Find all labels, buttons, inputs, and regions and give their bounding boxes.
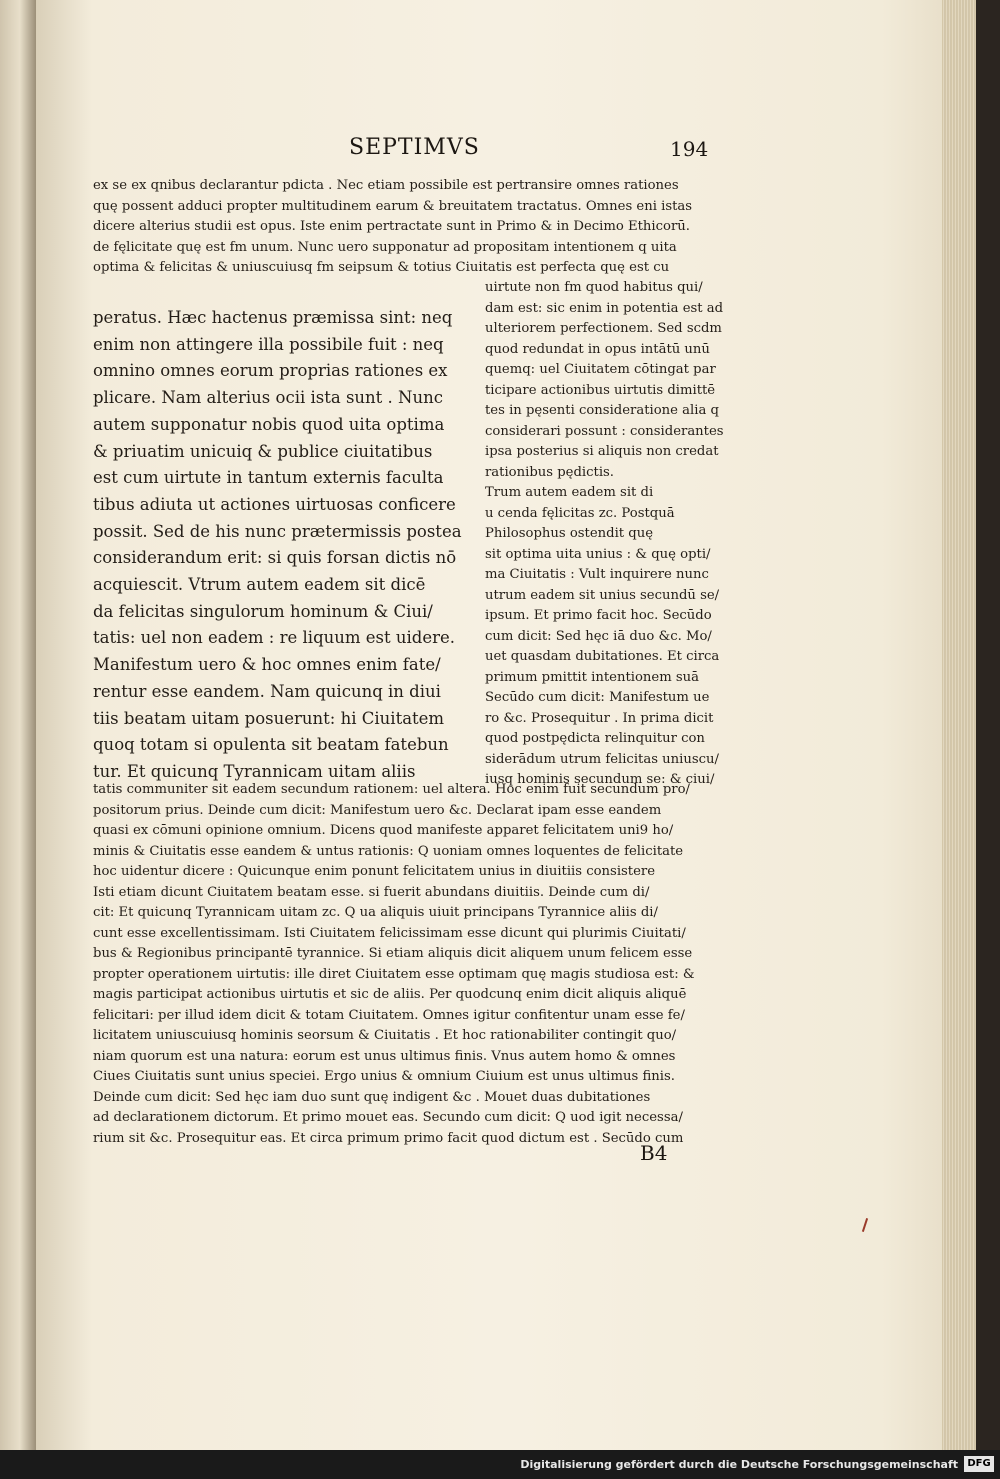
text-line: siderādum utrum felicitas uniuscu/ [485, 751, 719, 767]
text-line: dam est: sic enim in potentia est ad [485, 300, 724, 316]
right-commentary-column [485, 278, 747, 791]
footer-bar [0, 1450, 1000, 1479]
text-line: quod redundat in opus intātū unū [485, 341, 710, 357]
text-line: tibus adiuta ut actiones uirtuosas conficere [93, 494, 456, 514]
text-line: tiis beatam uitam posuerunt: hi Ciuitatem [93, 708, 445, 728]
text-line: quasi ex cōmuni opinione omnium. Dicens quod manifeste apparet felicitatem uni9 ho/ [93, 823, 674, 838]
text-line: u cenda fęlicitas zc. Postquā [485, 505, 675, 521]
aristotle-text-block [93, 305, 463, 786]
text-line: plicare. Nam alterius ocii ista sunt . Nunc [93, 388, 443, 408]
text-line: rium sit &c. Prosequitur eas. Et circa primum primo facit quod dictum est . Secūdo cum [93, 1130, 684, 1146]
text-line: propter operationem uirtutis: ille diret Ciuitatem esse optimam quę magis studiosa est: & [93, 966, 695, 982]
text-line: considerari possunt : considerantes [485, 423, 724, 439]
text-line: uet quasdam dubitationes. Et circa [485, 649, 720, 664]
text-line: ad declarationem dictorum. Et primo mouet eas. Secundo cum dicit: Q uod igit necessa/ [93, 1110, 683, 1125]
text-line: cit: Et quicunq Tyrannicam uitam zc. Q ua aliquis uiuit principans Tyrannice aliis di/ [93, 905, 658, 920]
text-line: bus & Regionibus principantē tyrannice. Si etiam aliquis dicit aliquem unum felicem esse [93, 946, 693, 961]
facing-page-marginalia [2, 150, 32, 930]
text-line: felicitari: per illud idem dicit & totam Ciuitatem. Omnes igitur confitentur unam esse fe/ [93, 1007, 685, 1023]
text-line: ulteriorem perfectionem. Sed scdm [485, 321, 722, 336]
text-line: tur. Et quicunq Tyrannicam uitam aliis [93, 761, 416, 781]
text-line: ro &c. Prosequitur . In prima dicit [485, 710, 714, 726]
text-line: Manifestum uero & hoc omnes enim fate/ [93, 655, 441, 675]
text-line: Deinde cum dicit: Sed hęc iam duo sunt quę indigent &c . Mouet duas dubitationes [93, 1089, 651, 1105]
text-line: quę possent adduci propter multitudinem earum & breuitatem tractatus. Omnes eni istas [93, 198, 693, 214]
running-head: SEPTIMVS [349, 135, 480, 160]
text-line: enim non attingere illa possibile fuit : neq [93, 334, 444, 354]
text-line: ipsum. Et primo facit hoc. Secūdo [485, 608, 712, 623]
bottom-commentary-block [93, 780, 745, 1149]
text-line: acquiescit. Vtrum autem eadem sit dicē [93, 575, 426, 595]
text-line: ticipare actionibus uirtutis dimittē [485, 382, 716, 398]
text-line: cum dicit: Sed hęc iā duo &c. Mo/ [485, 628, 712, 644]
text-line: quoq totam si opulenta sit beatam fatebun [93, 735, 449, 755]
text-line: hoc uidentur dicere : Quicunque enim ponunt felicitatem unius in diuitiis consistere [93, 864, 656, 879]
text-line: ipsa posterius si aliquis non credat [485, 444, 719, 459]
text-line: optima & felicitas & uniuscuiusq fm seipsum & totius Ciuitatis est perfecta quę est cu [93, 260, 670, 275]
folio-number: 194 [670, 137, 709, 161]
text-line: niam quorum est una natura: eorum est unus ultimus finis. Vnus autem homo & omnes [93, 1048, 676, 1064]
page-fore-edge [942, 0, 976, 1450]
text-line: autem supponatur nobis quod uita optima [93, 414, 445, 434]
text-line: uirtute non fm quod habitus qui/ [485, 280, 703, 295]
text-line: tes in pęsenti consideratione alia q [485, 403, 719, 418]
text-line: primum pmittit intentionem suā [485, 669, 700, 685]
text-line: utrum eadem sit unius secundū se/ [485, 587, 720, 603]
text-line: est cum uirtute in tantum externis faculta [93, 468, 444, 488]
text-line: ex se ex qnibus declarantur pdicta . Nec etiam possibile est pertransire omnes rationes [93, 178, 679, 193]
text-line: tatis communiter sit eadem secundum rationem: uel altera. Hoc enim fuit secundum pro/ [93, 782, 690, 797]
text-line: minis & Ciuitatis esse eandem & untus rationis: Q uoniam omnes loquentes de felicitate [93, 843, 684, 859]
text-line: cunt esse excellentissimam. Isti Ciuitatem felicissimam esse dicunt qui plurimis Ciuitati/ [93, 925, 686, 941]
text-line: Ciues Ciuitatis sunt unius speciei. Ergo unius & omnium Ciuium est unus ultimus finis. [93, 1069, 675, 1084]
text-line: magis participat actionibus uirtutis et sic de aliis. Per quodcunq enim dicit aliquis aliquē [93, 987, 687, 1002]
text-line: ma Ciuitatis : Vult inquirere nunc [485, 567, 709, 582]
text-line: licitatem uniuscuiusq hominis seorsum & Ciuitatis . Et hoc rationabiliter contingit quo/ [93, 1028, 677, 1043]
text-line: quod postpędicta relinquitur con [485, 731, 705, 746]
text-line: sit optima uita unius : & quę opti/ [485, 546, 711, 562]
text-line: Secūdo cum dicit: Manifestum ue [485, 690, 710, 705]
text-line: Isti etiam dicunt Ciuitatem beatam esse. si fuerit abundans diuitiis. Deinde cum di/ [93, 884, 650, 900]
text-line: omnino omnes eorum proprias rationes ex [93, 361, 448, 381]
text-line: rentur esse eandem. Nam quicunq in diui [93, 681, 441, 701]
text-line: de fęlicitate quę est fm unum. Nunc uero supponatur ad propositam intentionem q uita [93, 239, 677, 255]
text-line: possit. Sed de his nunc prætermissis postea [93, 521, 462, 541]
text-line: quemq: uel Ciuitatem cōtingat par [485, 362, 716, 377]
text-line: considerandum erit: si quis forsan dictis nō [93, 548, 457, 568]
funding-note: Digitalisierung gefördert durch die Deutsche Forschungsgemeinschaft [520, 1458, 958, 1471]
text-line: da felicitas singulorum hominum & Ciui/ [93, 601, 433, 621]
text-line: positorum prius. Deinde cum dicit: Manifestum uero &c. Declarat ipam esse eandem [93, 802, 662, 818]
text-line: rationibus pędictis. [485, 464, 614, 480]
text-line: peratus. Hæc hactenus præmissa sint: neq [93, 308, 453, 327]
top-commentary-block [93, 176, 745, 279]
text-line: iusq hominis secundum se: & ciui/ [485, 772, 715, 787]
text-line: Trum autem eadem sit di [485, 485, 654, 500]
text-line: dicere alterius studii est opus. Iste enim pertractate sunt in Primo & in Decimo Ethicorū. [93, 219, 690, 234]
signature-mark: B4 [640, 1141, 668, 1165]
dfg-logo: DFG [964, 1456, 994, 1472]
text-line: & priuatim unicuiq & publice ciuitatibus [93, 441, 433, 461]
text-line: Philosophus ostendit quę [485, 526, 654, 541]
text-line: tatis: uel non eadem : re liquum est uidere. [93, 628, 456, 648]
